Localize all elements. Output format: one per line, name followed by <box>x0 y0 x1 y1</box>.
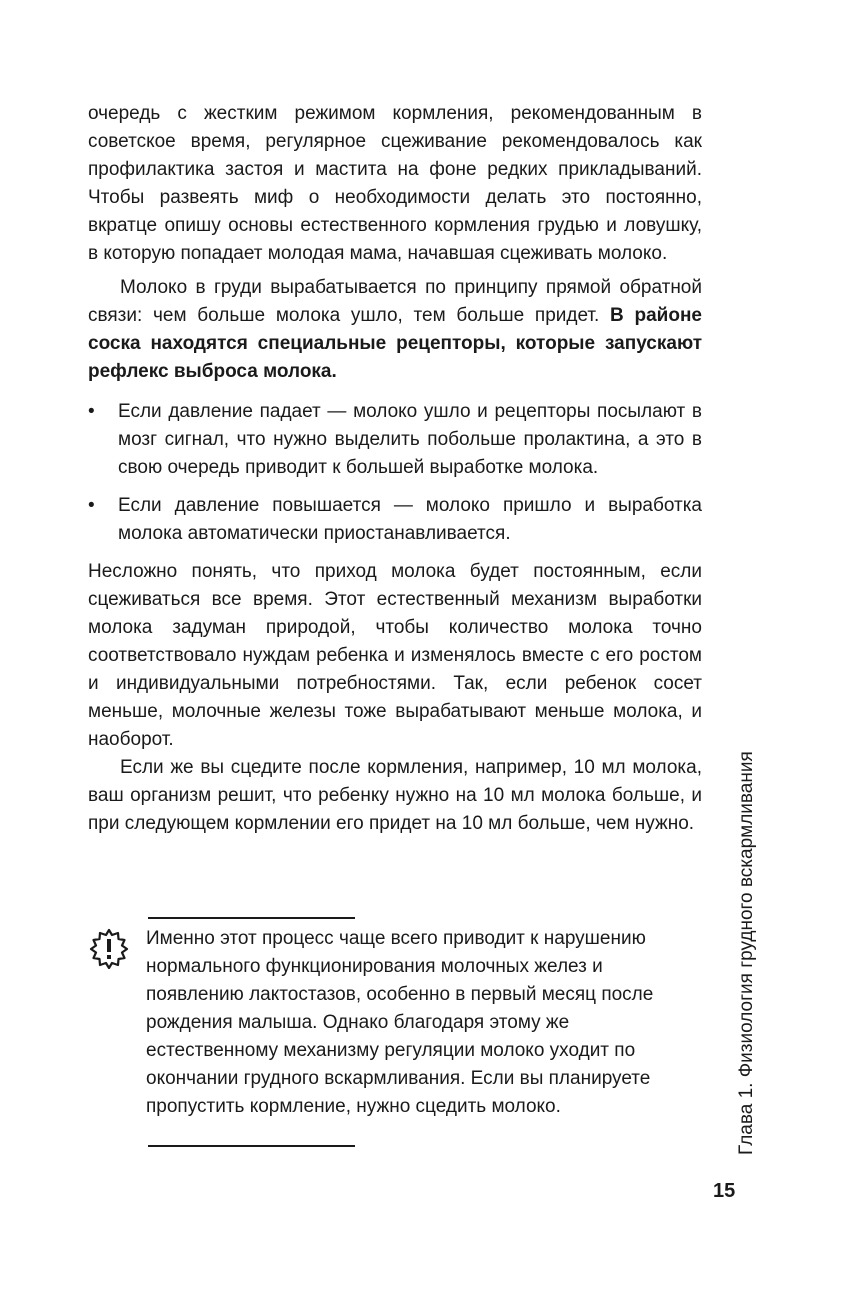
page-number: 15 <box>713 1180 736 1202</box>
warning-gear-icon <box>88 927 130 969</box>
paragraph-1: очередь с жестким режимом кормления, рекомендованным в советское время, регулярное сцеживание рекомендовалось как профилактика застоя и мастита на фоне редких прикладываний. Чтобы развеять миф о необходимости делать это постоянно, вкратце опишу основы естественного кормления грудью и ловушку, в которую попадает молодая мама, начавшая сцеживать молоко. <box>88 103 702 264</box>
paragraph-2 <box>88 274 702 386</box>
note-text: Именно этот процесс чаще всего приводит к нарушению нормального функционирования молочных желез и появлению лактостазов, особенно в первый месяц после рождения малыша. Однако благодаря этому же естественному механизму регуляции молоко уходит по окончании грудного вскармливания. Если вы планируете пропустить кормление, нужно сцедить молоко. <box>146 928 654 1117</box>
note-bottom-rule <box>148 1145 355 1147</box>
paragraph-4: Если же вы сцедите после кормления, например, 10 мл молока, ваш организм решит, что ребенку нужно на 10 мл молока больше, и при следующем кормлении его придет на 10 мл больше, чем нужно. <box>88 757 702 834</box>
running-title: Глава 1. Физиология грудного вскармливания <box>736 751 757 1155</box>
note-top-rule <box>148 917 355 919</box>
bullet-item-1: • Если давление падает — молоко ушло и рецепторы посылают в мозг сигнал, что нужно выделить побольше пролактина, а это в свою очередь приводит к большей выработке молока. <box>88 398 702 482</box>
bullet-list <box>88 398 702 548</box>
paragraph-2-text: Молоко в груди вырабатывается по принципу прямой обратной связи: чем больше молока ушло, тем больше придет. <box>88 277 702 326</box>
bullet-item-2: • Если давление повышается — молоко пришло и выработка молока автоматически приостанавливается. <box>88 492 702 548</box>
paragraph-3: Несложно понять, что приход молока будет постоянным, если сцеживаться все время. Этот естественный механизм выработки молока задуман природой, чтобы количество молока точно соответствовало нуждам ребенка и изменялось вместе с его ростом и индивидуальными потребностями. Так, если ребенок сосет меньше, молочные железы тоже вырабатывают меньше молока, и наоборот. <box>88 561 702 750</box>
main-text <box>88 100 702 838</box>
paragraph-2-bold: В районе соска находятся специальные рецепторы, которые запускают рефлекс выброса молока. <box>88 305 702 382</box>
